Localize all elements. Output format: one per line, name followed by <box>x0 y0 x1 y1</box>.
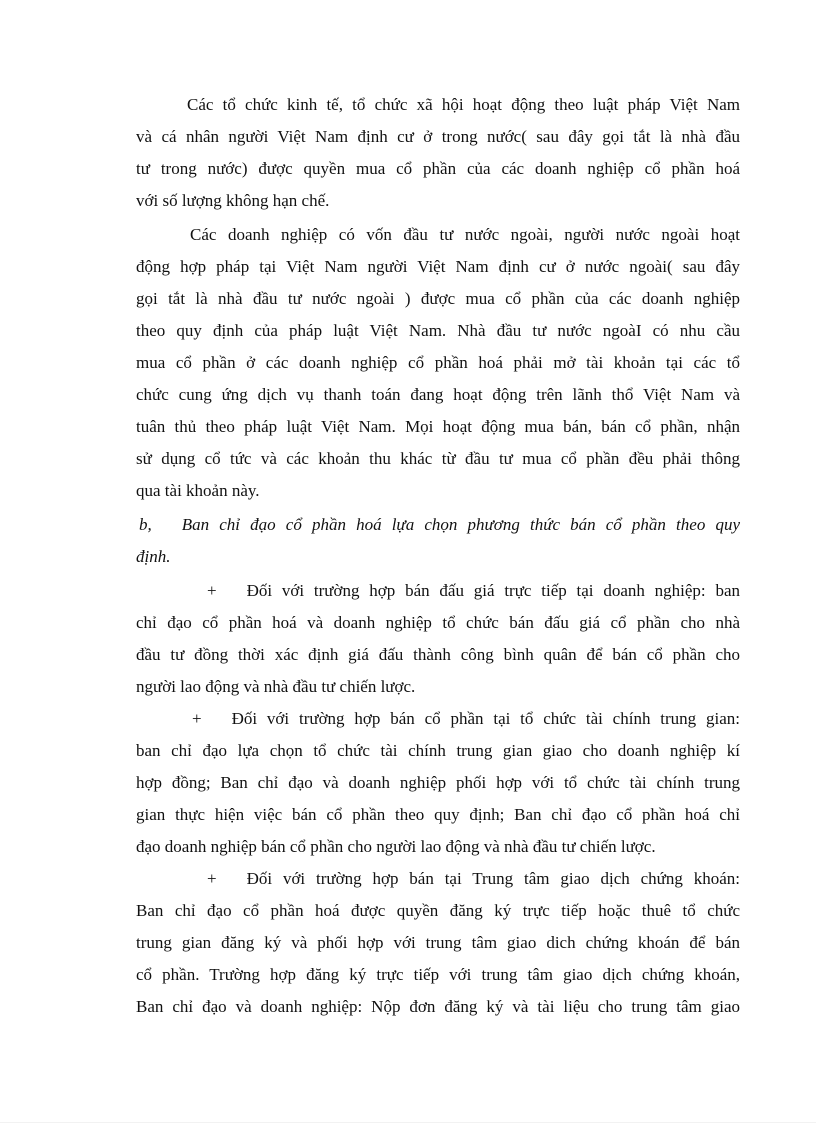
bullet-2-line-2: ban chỉ đạo lựa chọn tổ chức tài chính trung gian giao cho doanh nghiệp kí <box>136 741 740 760</box>
paragraph-2-line-1: Các doanh nghiệp có vốn đầu tư nước ngoài, người nước ngoài hoạt <box>190 225 740 244</box>
section-b-text: Ban chỉ đạo cổ phần hoá lựa chọn phương thức bán cổ phần theo quy <box>181 515 740 534</box>
paragraph-1-line-3: tư trong nước) được quyền mua cổ phần của các doanh nghiệp cổ phần hoá <box>136 159 740 178</box>
paragraph-1-line-2: và cá nhân người Việt Nam định cư ở trong nước( sau đây gọi tắt là nhà đầu <box>136 127 740 146</box>
bullet-1-line-1 <box>207 575 740 607</box>
paragraph-2-line-8: sử dụng cổ tức và các khoản thu khác từ đầu tư mua cổ phần đều phải thông <box>136 449 740 468</box>
bullet-2-line-5: đạo doanh nghiệp bán cổ phần cho người lao động và nhà đầu tư chiến lược. <box>136 837 656 856</box>
paragraph-2-line-2: động hợp pháp tại Việt Nam người Việt Nam định cư ở nước ngoài( sau đây <box>136 257 740 276</box>
paragraph-2-line-7: tuân thủ theo pháp luật Việt Nam. Mọi hoạt động mua bán, bán cổ phần, nhận <box>136 417 740 436</box>
bullet-2-line-4: gian thực hiện việc bán cổ phần theo quy định; Ban chỉ đạo cổ phần hoá chỉ <box>136 805 740 824</box>
paragraph-2-line-6: chức cung ứng dịch vụ thanh toán đang hoạt động trên lãnh thổ Việt Nam và <box>136 385 740 404</box>
plus-bullet-icon: + <box>192 709 202 728</box>
bullet-1-line-3: đầu tư đồng thời xác định giá đấu thành công bình quân để bán cổ phần cho <box>136 645 740 664</box>
bullet-1-text: Đối với trường hợp bán đấu giá trực tiếp tại doanh nghiệp: ban <box>246 581 740 600</box>
bullet-2-text: Đối với trường hợp bán cổ phần tại tổ chức tài chính trung gian: <box>231 709 740 728</box>
section-b-line-1 <box>139 509 740 541</box>
plus-bullet-icon: + <box>207 869 217 888</box>
paragraph-2-line-3: gọi tắt là nhà đầu tư nước ngoài ) được mua cổ phần của các doanh nghiệp <box>136 289 740 308</box>
bullet-3-line-4: cổ phần. Trường hợp đăng ký trực tiếp với trung tâm giao dịch chứng khoán, <box>136 965 740 984</box>
bullet-1-line-2: chỉ đạo cổ phần hoá và doanh nghiệp tổ chức bán đấu giá cổ phần cho nhà <box>136 613 740 632</box>
bullet-3-line-2: Ban chỉ đạo cổ phần hoá được quyền đăng ký trực tiếp hoặc thuê tổ chức <box>136 901 740 920</box>
section-b-label: b, <box>139 515 152 534</box>
bullet-3-line-3: trung gian đăng ký và phối hợp với trung tâm giao dich chứng khoán để bán <box>136 933 740 952</box>
paragraph-2-line-9: qua tài khoản này. <box>136 481 260 500</box>
bullet-3-line-5: Ban chỉ đạo và doanh nghiệp: Nộp đơn đăng ký và tài liệu cho trung tâm giao <box>136 997 740 1016</box>
paragraph-2-line-5: mua cổ phần ở các doanh nghiệp cổ phần hoá phải mở tài khoản tại các tổ <box>136 353 740 372</box>
bullet-3-line-1 <box>207 863 740 895</box>
bullet-2-line-3: hợp đồng; Ban chỉ đạo và doanh nghiệp phối hợp với tổ chức tài chính trung <box>136 773 740 792</box>
paragraph-1-line-4: với số lượng không hạn chế. <box>136 191 330 210</box>
section-b-line-2: định. <box>136 547 171 566</box>
plus-bullet-icon: + <box>207 581 217 600</box>
paragraph-2-line-4: theo quy định của pháp luật Việt Nam. Nhà đầu tư nước ngoàI có nhu cầu <box>136 321 740 340</box>
paragraph-1-line-1: Các tổ chức kinh tế, tổ chức xã hội hoạt động theo luật pháp Việt Nam <box>187 95 740 114</box>
bullet-1-line-4: người lao động và nhà đầu tư chiến lược. <box>136 677 416 696</box>
bullet-2-line-1 <box>192 703 740 735</box>
bullet-3-text: Đối với trường hợp bán tại Trung tâm giao dịch chứng khoán: <box>246 869 740 888</box>
